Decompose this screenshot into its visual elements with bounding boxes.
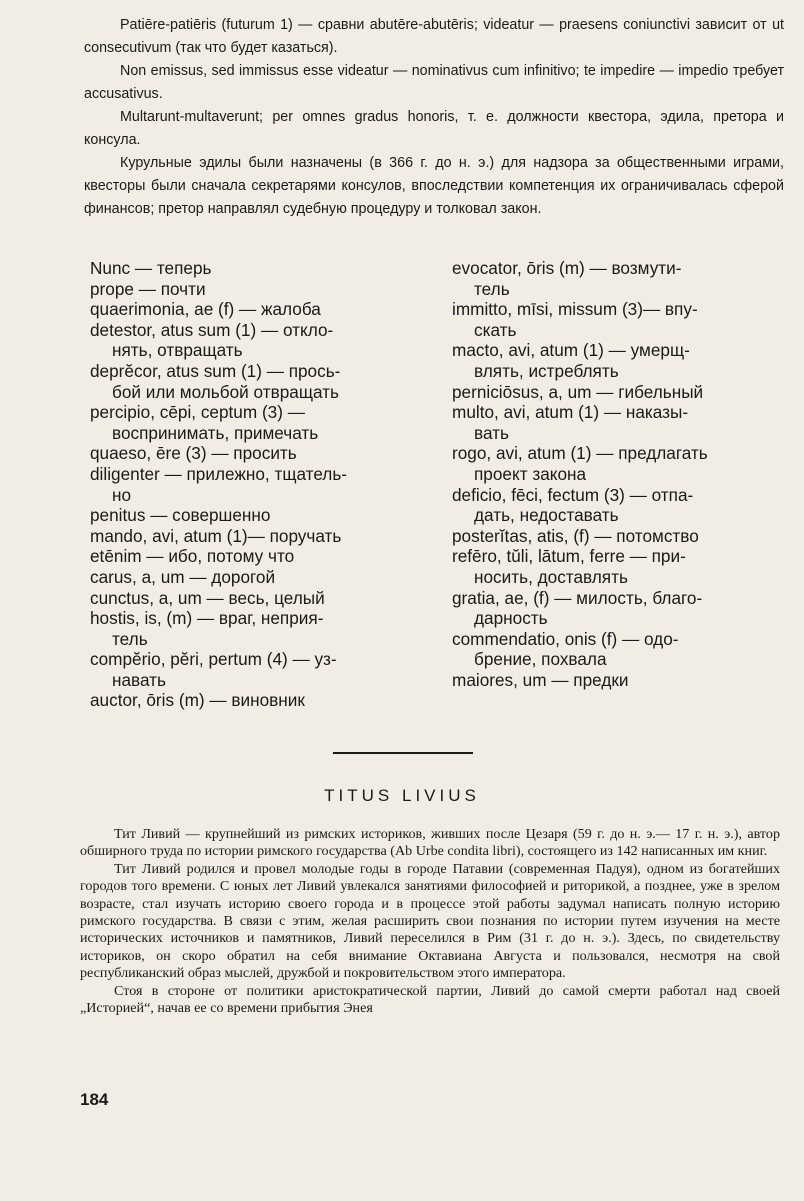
vocabulary-line: maiores, um — предки <box>452 669 629 690</box>
biography-text <box>80 826 780 1017</box>
vocabulary-column-left <box>90 258 430 711</box>
bio-paragraph: Стоя в стороне от политики аристократической партии, Ливий до самой смерти работал над своей „Историей“, начав ее со времени прибытия Энея <box>80 982 780 1017</box>
vocabulary-line: commendatio, onis (f) — одо- <box>452 628 679 649</box>
vocabulary-line: навать <box>112 669 166 690</box>
vocabulary-line: carus, a, um — дорогой <box>90 566 276 587</box>
note-paragraph: Multarunt-multaverunt; per omnes gradus honoris, т. е. должности квестора, эдила, претора и консула. <box>84 109 784 148</box>
vocabulary-line: prope — почти <box>90 278 206 299</box>
vocabulary-line: macto, avi, atum (1) — умерщ- <box>452 340 690 361</box>
vocabulary-line: gratia, ae, (f) — милость, благо- <box>452 587 703 608</box>
vocabulary-line: quaerimonia, ae (f) — жалоба <box>90 299 321 320</box>
vocabulary-line: Nunc — теперь <box>90 258 212 278</box>
vocabulary-line: multo, avi, atum (1) — наказы- <box>452 402 689 423</box>
page-number: 184 <box>80 1090 109 1109</box>
vocabulary-line: hostis, is, (m) — враг, неприя- <box>90 608 324 629</box>
vocabulary-line: но <box>112 484 132 505</box>
vocabulary-line: нять, отвращать <box>112 340 243 361</box>
vocabulary-line: evocator, ōris (m) — возмути- <box>452 258 682 278</box>
commentary-notes <box>84 14 784 221</box>
vocabulary-line: влять, истреблять <box>474 360 619 381</box>
vocabulary-line: quaeso, ēre (3) — просить <box>90 443 297 464</box>
vocabulary-line: etēnim — ибо, потому что <box>90 546 295 567</box>
vocabulary-line: perniciōsus, a, um — гибельный <box>452 381 704 402</box>
section-title: TITUS LIVIUS <box>324 786 480 805</box>
vocabulary-line: mando, avi, atum (1)— поручать <box>90 525 342 546</box>
vocabulary-line: posterĭtas, atis, (f) — потомство <box>452 525 699 546</box>
vocabulary-line: носить, доставлять <box>474 566 628 587</box>
vocabulary-line: воспринимать, примечать <box>112 422 319 443</box>
vocabulary-line: immitto, mīsi, missum (3)— впу- <box>452 299 698 320</box>
note-paragraph: Курульные эдилы были назначены (в 366 г. до н. э.) для надзора за общественными играми, квесторы были сначала секретарями консулов, впоследствии компетенция их ограничивалась сферой финансов; претор направлял судебную процедуру и толковал закон. <box>84 155 784 217</box>
vocabulary-line: percipio, cēpi, ceptum (3) — <box>90 402 305 423</box>
vocabulary-line: скать <box>474 319 517 340</box>
bio-paragraph: Тит Ливий — крупнейший из римских историков, живших после Цезаря (59 г. до н. э.— 17 г. н. э.), автор обширного труда по истории римского государства (Ab Urbe condita libri), состоящего из 142 написанных им книг. <box>80 826 780 860</box>
vocabulary-line: дарность <box>474 608 548 629</box>
vocabulary-line: diligenter — прилежно, тщатель- <box>90 463 348 484</box>
vocabulary-line: проект закона <box>474 463 587 484</box>
note-paragraph: Patiēre-patiēris (futurum 1) — сравни abutēre-abutēris; videatur — praesens coniunctivi зависит от ut consecutivum (так что будет казаться). <box>84 17 784 56</box>
vocabulary-line: auctor, ōris (m) — виновник <box>90 690 305 711</box>
vocabulary-line: брение, похвала <box>474 649 607 670</box>
vocabulary-line: бой или мольбой отвращать <box>112 381 339 402</box>
vocabulary-line: penitus — совершенно <box>90 505 271 526</box>
vocabulary-line: refēro, tŭli, lātum, ferre — при- <box>452 546 686 567</box>
vocabulary-line: rogo, avi, atum (1) — предлагать <box>452 443 708 464</box>
vocabulary-line: дать, недоставать <box>474 505 619 526</box>
note-paragraph: Non emissus, sed immissus esse videatur — nominativus cum infinitivo; te impedire — impedio требует accusativus. <box>84 63 784 102</box>
vocabulary-line: compĕrio, pĕri, pertum (4) — уз- <box>90 649 337 670</box>
section-divider <box>333 752 473 754</box>
vocabulary-line: deficio, fēci, fectum (3) — отпа- <box>452 484 694 505</box>
bio-paragraph: Тит Ливий родился и провел молодые годы в городе Патавии (современная Падуя), одном из богатейших городов того времени. С юных лет Ливий увлекался занятиями философией и риторикой, а позднее, уже в зрелом возрасте, стал изучать историю своего города и в процессе этой работы задумал написать полную историю римского государства. В связи с этим, желая расширить свои познания по истории путем изучения на месте исторических источников и памятников, Ливий переселился в Рим (31 г. до н. э.). Здесь, по свидетельству историков, он скоро обратил на себя внимание Октавиана Августа и пользовался, несмотря на свой республиканский образ мыслей, дружбой и покровительством этого императора. <box>80 860 780 982</box>
vocabulary-line: тель <box>112 628 148 649</box>
vocabulary-line: тель <box>474 278 510 299</box>
vocabulary-line: deprĕcor, atus sum (1) — прось- <box>90 360 341 381</box>
vocabulary-line: cunctus, a, um — весь, целый <box>90 587 325 608</box>
vocabulary-line: detestor, atus sum (1) — откло- <box>90 319 334 340</box>
vocabulary-column-right <box>452 258 782 690</box>
vocabulary-line: вать <box>474 422 509 443</box>
